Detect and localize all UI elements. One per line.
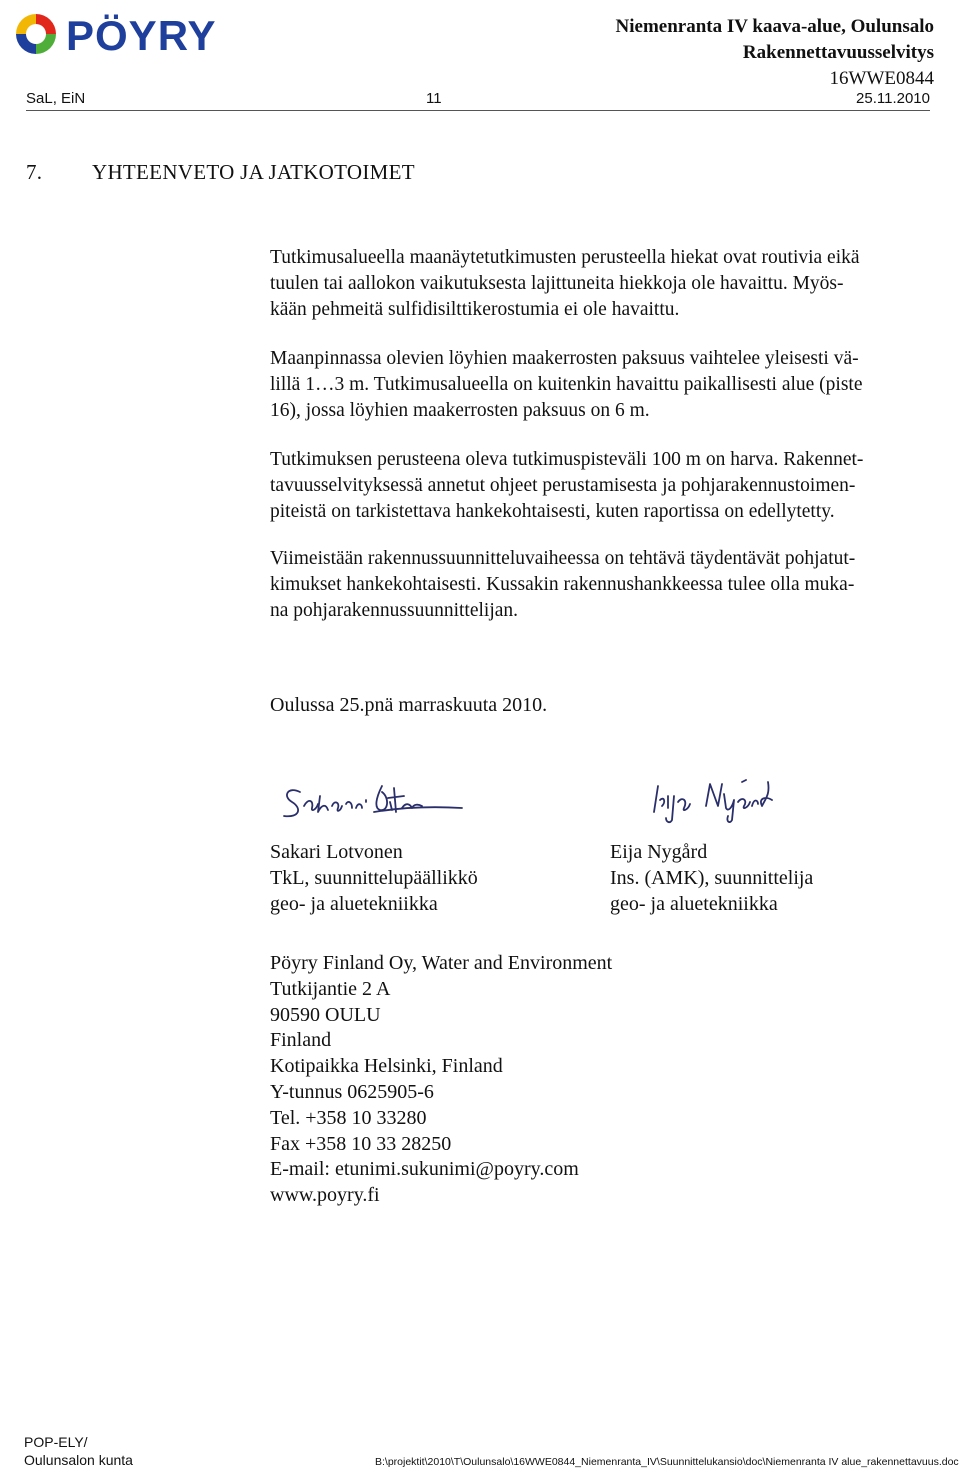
- company-fax: Fax +358 10 33 28250: [270, 1132, 452, 1155]
- text-line: na pohjarakennussuunnittelijan.: [270, 599, 519, 621]
- company-country: Finland: [270, 1029, 332, 1052]
- text-line: tuulen tai aallokon vaikutuksesta lajittuneita hiekkoja ole havaittu. Myös-: [270, 272, 844, 294]
- section-title: YHTEENVETO JA JATKOTOIMET: [92, 160, 415, 184]
- signatory-name: Eija Nygård: [610, 841, 708, 863]
- text-line: Maanpinnassa olevien löyhien maakerrosten paksuus vaihtelee yleisesti vä-: [270, 348, 859, 369]
- signatory-1: [270, 839, 478, 917]
- signatory-unit: geo- ja aluetekniikka: [270, 893, 438, 915]
- company-contact-block: [270, 951, 612, 1209]
- header-project: Niemenranta IV kaava-alue, Oulunsalo: [615, 16, 934, 37]
- signature-eija-nygard: [648, 778, 778, 826]
- logo-wordmark: PÖYRY: [66, 12, 217, 58]
- signatory-name: Sakari Lotvonen: [270, 841, 403, 863]
- place-and-date: Oulussa 25.pnä marraskuuta 2010.: [270, 694, 548, 716]
- text-line: kään pehmeitä sulfidisilttikerostumia ei ole havaittu.: [270, 298, 680, 320]
- signatory-title: Ins. (AMK), suunnittelija: [610, 867, 814, 889]
- footer-client: [24, 1433, 133, 1469]
- section-heading: [26, 160, 415, 185]
- header-page-number: 11: [426, 90, 442, 107]
- text-line: piteistä on tarkistettava hankekohtaisesti, kuten raportissa on edellytetty.: [270, 500, 835, 522]
- signatory-2: [610, 839, 813, 917]
- logo-swirl-icon: [16, 14, 56, 54]
- paragraph-point-spacing: [270, 447, 954, 524]
- company-name: Pöyry Finland Oy, Water and Environment: [270, 952, 613, 974]
- footer-file-path: B:\projektit\2010\T\Oulunsalo\16WWE0844_Niemenranta_IV\Suunnittelukansio\doc\Niemenranta IV alue_rakennettavuus.doc: [375, 1456, 959, 1468]
- text-line: Viimeistään rakennussuunnitteluvaiheessa on tehtävä täydentävät pohjatut-: [270, 548, 856, 569]
- text-line: Tutkimuksen perusteena oleva tutkimuspisteväli 100 m on harva. Rakennet-: [270, 449, 864, 470]
- company-business-id: Y-tunnus 0625905-6: [270, 1080, 434, 1103]
- paragraph-soil-findings: [270, 245, 954, 322]
- company-website: www.poyry.fi: [270, 1184, 380, 1207]
- header-author: SaL, EiN: [26, 90, 86, 107]
- header-date: 25.11.2010: [856, 90, 930, 107]
- paragraph-further-studies: [270, 546, 954, 623]
- header-divider: [26, 110, 930, 111]
- footer-client-line: Oulunsalon kunta: [24, 1452, 133, 1468]
- poyry-logo: [12, 10, 262, 58]
- text-line: lillä 1…3 m. Tutkimusalueella on kuitenkin havaittu paikallisesti alue (piste: [270, 373, 863, 395]
- signatory-title: TkL, suunnittelupäällikkö: [270, 867, 478, 889]
- text-line: 16), jossa löyhien maakerrosten paksuus on 6 m.: [270, 399, 650, 421]
- signature-sakari-lotvonen: [278, 778, 468, 828]
- company-postal: 90590 OULU: [270, 1003, 381, 1026]
- company-street: Tutkijantie 2 A: [270, 977, 391, 1000]
- company-phone: Tel. +358 10 33280: [270, 1106, 427, 1129]
- company-domicile: Kotipaikka Helsinki, Finland: [270, 1055, 503, 1078]
- text-line: tavuusselvityksessä annetut ohjeet perustamisesta ja pohjarakennustoimen-: [270, 474, 856, 496]
- section-number: 7.: [26, 160, 43, 184]
- text-line: Tutkimusalueella maanäytetutkimusten perusteella hiekat ovat routivia eikä: [270, 247, 860, 268]
- header-project-code: 16WWE0844: [829, 68, 934, 89]
- text-line: kimukset hankekohtaisesti. Kussakin rakennushankkeessa tulee olla muka-: [270, 573, 855, 595]
- header-document-type: Rakennettavuusselvitys: [742, 42, 934, 63]
- company-email: E-mail: etunimi.sukunimi@poyry.com: [270, 1158, 579, 1181]
- paragraph-layer-thickness: [270, 346, 954, 423]
- signatory-unit: geo- ja aluetekniikka: [610, 893, 778, 915]
- footer-client-line: POP-ELY/: [24, 1434, 88, 1450]
